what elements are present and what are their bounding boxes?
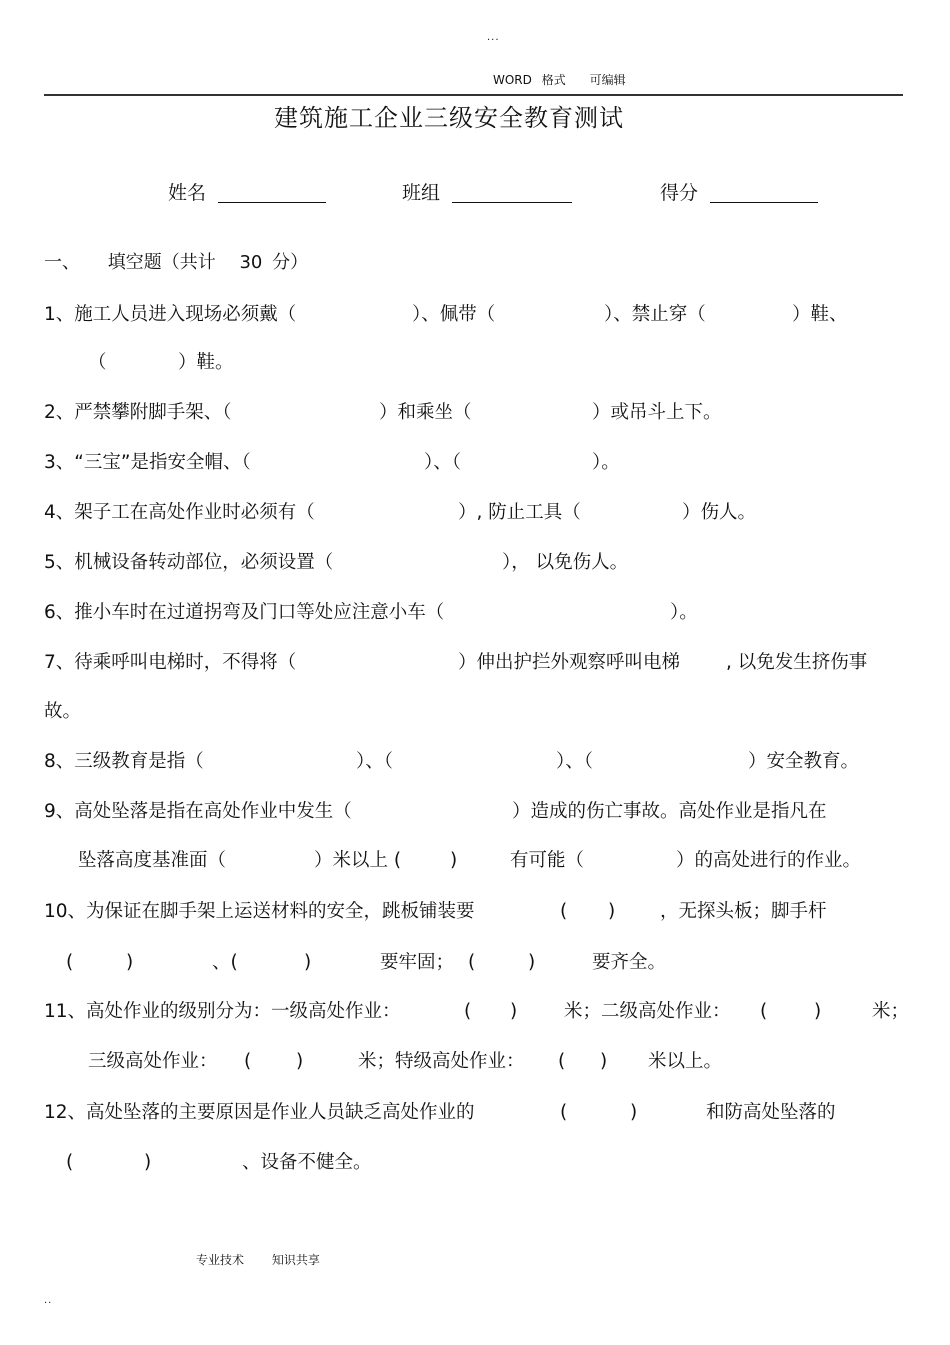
question-12 xyxy=(44,1104,894,1126)
q9b-part: 有可能（ xyxy=(510,850,585,871)
question-7-cont xyxy=(44,703,144,725)
question-6 xyxy=(44,604,894,626)
q9b-part: ）米以上 ( xyxy=(314,850,402,871)
q11-part: 米； xyxy=(872,1001,910,1022)
q11-part: 米；二级高处作业： xyxy=(564,1001,731,1022)
q6-part: ）。 xyxy=(670,602,698,623)
q12b-part: ( xyxy=(66,1152,74,1173)
score-label: 得分 xyxy=(660,182,699,204)
q8-part: ）、（ xyxy=(556,751,594,772)
question-9-cont xyxy=(78,852,898,874)
score-blank[interactable] xyxy=(710,180,818,203)
q10b-part: ( xyxy=(468,952,476,973)
question-5 xyxy=(44,554,894,576)
q12-part: ) xyxy=(630,1102,638,1123)
q10-part: 10、为保证在脚手架上运送材料的安全，跳板铺装要 xyxy=(44,901,475,922)
q1-part: ）、佩带（ xyxy=(412,304,496,325)
q10b-part: 要牢固； xyxy=(380,952,455,973)
question-12-cont xyxy=(66,1154,566,1176)
q6-part: 6、推小车时在过道拐弯及门口等处应注意小车（ xyxy=(44,602,445,623)
question-7 xyxy=(44,654,894,676)
q4-part: ）, 防止工具（ xyxy=(458,502,581,523)
q4-part: ）伤人。 xyxy=(682,502,757,523)
q1-part: ）鞋、 xyxy=(792,304,848,325)
q11b-part: 米；特级高处作业： xyxy=(358,1051,525,1072)
q11-part: ) xyxy=(814,1001,822,1022)
section-number: 一、 xyxy=(44,252,80,273)
q7-part: 7、待乘呼叫电梯时，不得将（ xyxy=(44,652,297,673)
q10-part: ，无探头板；脚手杆 xyxy=(660,901,827,922)
q10-part: ) xyxy=(608,901,616,922)
q3-part: ）、（ xyxy=(424,452,462,473)
q12-part: 和防高处坠落的 xyxy=(706,1102,836,1123)
question-9 xyxy=(44,803,894,825)
q11-part: 11、高处作业的级别分为：一级高处作业： xyxy=(44,1001,401,1022)
question-10-cont xyxy=(66,954,886,976)
q11-part: ( xyxy=(464,1001,472,1022)
question-3 xyxy=(44,454,894,476)
group-label: 班组 xyxy=(402,182,441,204)
q8-part: ）安全教育。 xyxy=(748,751,860,772)
question-11-cont xyxy=(88,1053,888,1075)
question-4 xyxy=(44,504,894,526)
header-dots: ... xyxy=(487,32,500,43)
name-field xyxy=(168,180,326,203)
q10b-part: ) xyxy=(528,952,536,973)
q10b-part: ) xyxy=(304,952,312,973)
q3-part: ）。 xyxy=(592,452,620,473)
q2-part: ）或吊斗上下。 xyxy=(592,402,722,423)
q12-part: ( xyxy=(560,1102,568,1123)
q2-part: 2、严禁攀附脚手架、（ xyxy=(44,402,232,423)
footer-right: 知识共享 xyxy=(271,1253,320,1267)
q8-part: 8、三级教育是指（ xyxy=(44,751,204,772)
q9-part: 9、高处坠落是指在高处作业中发生（ xyxy=(44,801,352,822)
question-8 xyxy=(44,753,894,775)
group-field xyxy=(402,180,572,203)
header-format: 格式 xyxy=(541,73,566,87)
page-title: 建筑施工企业三级安全教育测试 xyxy=(274,104,624,132)
q12b-part: ) xyxy=(144,1152,152,1173)
header-editable: 可编辑 xyxy=(589,73,626,87)
q11-part: ( xyxy=(760,1001,768,1022)
q11b-part: ( xyxy=(558,1051,566,1072)
q10-part: ( xyxy=(560,901,568,922)
q2-part: ）和乘坐（ xyxy=(379,402,472,423)
header-divider xyxy=(44,94,903,96)
footer-dots: .. xyxy=(44,1295,53,1306)
q1-part: ）、禁止穿（ xyxy=(604,304,706,325)
header-label xyxy=(493,74,626,86)
score-field xyxy=(660,180,818,203)
q11b-part: 米以上。 xyxy=(648,1051,723,1072)
q10b-part: ( xyxy=(66,952,74,973)
q11b-part: ) xyxy=(296,1051,304,1072)
question-1-cont xyxy=(88,354,388,376)
q1b-part: （ xyxy=(88,352,107,373)
q9b-part: ) xyxy=(450,850,458,871)
q1b-part: ）鞋。 xyxy=(178,352,234,373)
q7-part: , 以免发生挤伤事 xyxy=(726,652,868,673)
name-blank[interactable] xyxy=(218,180,326,203)
question-2 xyxy=(44,404,894,426)
section-heading xyxy=(44,254,308,272)
q10b-part: ) xyxy=(126,952,134,973)
q10b-part: 要齐全。 xyxy=(592,952,667,973)
footer xyxy=(196,1254,320,1266)
q5-part: 5、机械设备转动部位，必须设置（ xyxy=(44,552,334,573)
q7b-part: 故。 xyxy=(44,701,82,722)
name-label: 姓名 xyxy=(168,182,207,204)
header-word: WORD xyxy=(493,73,532,87)
question-10 xyxy=(44,903,894,925)
question-11 xyxy=(44,1001,910,1025)
q8-part: ）、（ xyxy=(356,751,394,772)
footer-left: 专业技术 xyxy=(196,1253,245,1267)
q7-part: ）伸出护拦外观察呼叫电梯 xyxy=(458,652,681,673)
q10b-part: 、( xyxy=(212,952,238,973)
q11b-part: ) xyxy=(600,1051,608,1072)
q12-part: 12、高处坠落的主要原因是作业人员缺乏高处作业的 xyxy=(44,1102,475,1123)
q11-part: ) xyxy=(510,1001,518,1022)
q9b-part: 坠落高度基准面（ xyxy=(78,850,227,871)
q4-part: 4、架子工在高处作业时必须有（ xyxy=(44,502,315,523)
q3-part: 3、“三宝”是指安全帽、（ xyxy=(44,452,251,473)
q11b-part: 三级高处作业： xyxy=(88,1051,218,1072)
group-blank[interactable] xyxy=(452,180,572,203)
section-label: 填空题（共计 xyxy=(107,252,216,273)
question-1 xyxy=(44,306,894,328)
q12b-part: 、设备不健全。 xyxy=(242,1152,372,1173)
section-unit: 分） xyxy=(272,252,309,273)
q11b-part: ( xyxy=(244,1051,252,1072)
q9b-part: ）的高处进行的作业。 xyxy=(676,850,862,871)
q5-part: ）， 以免伤人。 xyxy=(502,552,629,573)
section-points: 30 xyxy=(239,252,263,273)
q9-part: ）造成的伤亡事故。高处作业是指凡在 xyxy=(512,801,827,822)
q1-part: 1、施工人员进入现场必须戴（ xyxy=(44,304,297,325)
